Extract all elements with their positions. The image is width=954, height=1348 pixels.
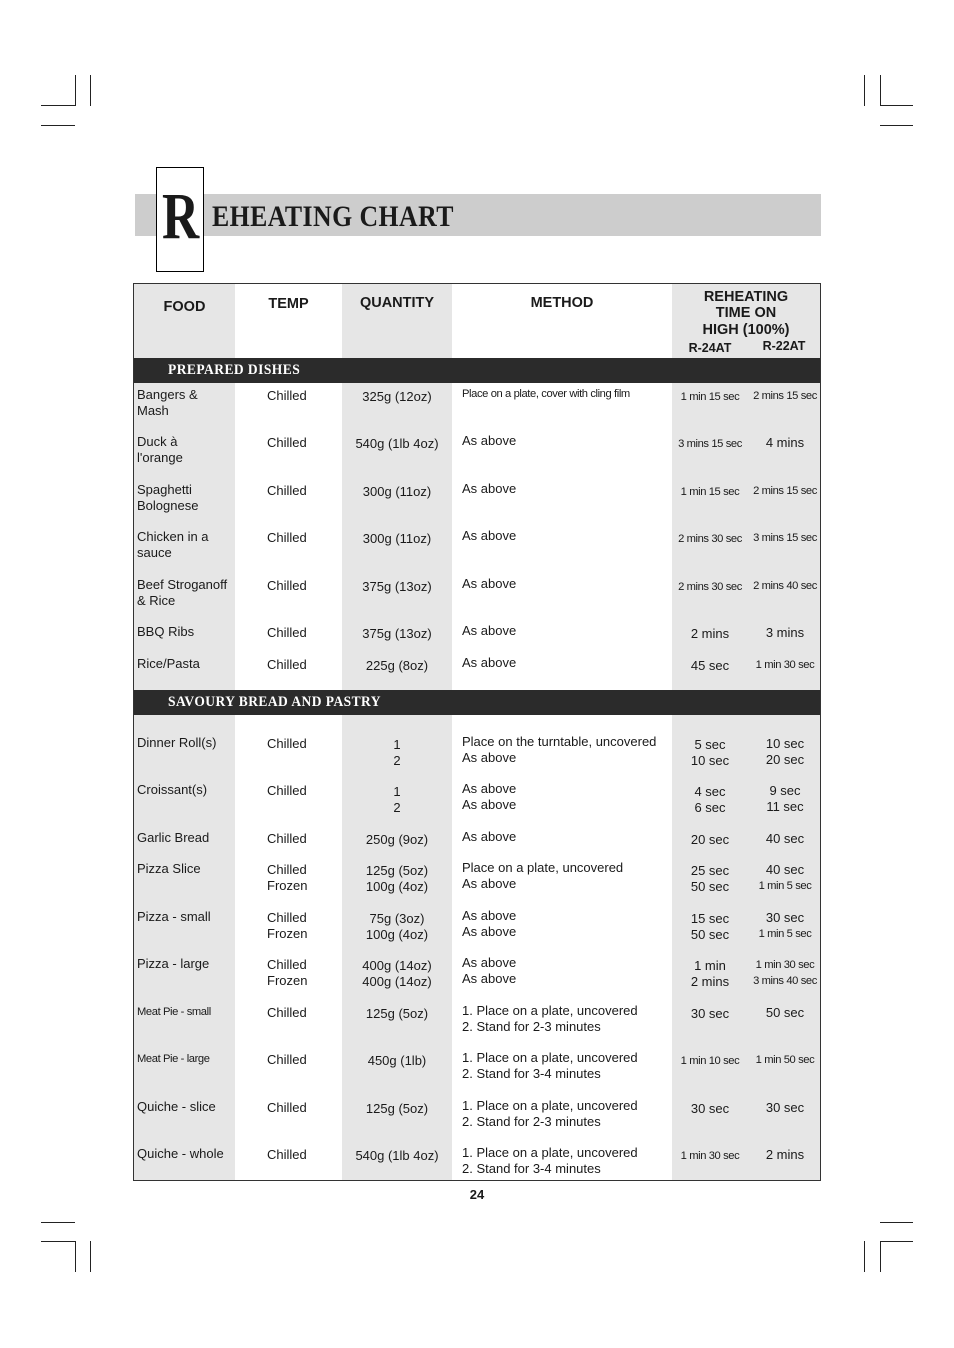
time-r24at-cell: 2 mins [690,974,730,989]
method-cell: 2. Stand for 3-4 minutes [462,1161,601,1176]
method-cell: As above [462,908,517,923]
crop-mark [41,1222,75,1223]
food-cell: Beef Stroganoff [137,577,228,592]
method-cell: Place on a plate, cover with cling film [462,388,630,400]
method-cell: 1. Place on a plate, uncovered [462,1003,638,1018]
food-cell: Garlic Bread [137,830,210,845]
time-r24at-cell: 50 sec [690,927,730,942]
time-r24at-cell: 2 mins [690,626,730,641]
header-method: METHOD [530,295,594,311]
quantity-cell: 125g (5oz) [365,863,429,878]
method-cell: As above [462,829,517,844]
food-cell: Croissant(s) [137,782,208,797]
drop-cap-box [156,167,204,272]
temp-cell: Chilled [267,435,307,450]
time-r24at-cell: 1 min 15 sec [680,486,740,498]
food-cell: Meat Pie - large [137,1053,210,1065]
time-r24at-cell: 1 min [694,958,726,973]
crop-mark [880,1222,913,1223]
quantity-cell: 225g (8oz) [365,658,429,673]
time-r24at-cell: 30 sec [690,1101,730,1116]
quantity-cell: 125g (5oz) [365,1101,429,1116]
temp-cell: Chilled [267,657,307,672]
time-r22at-cell: 3 mins 15 sec [753,532,817,544]
temp-cell: Chilled [267,831,307,846]
time-r24at-cell: 4 sec [694,784,726,799]
temp-cell: Chilled [267,957,307,972]
time-r22at-cell: 30 sec [765,1100,805,1115]
time-r24at-cell: 50 sec [690,879,730,894]
header-temp: TEMP [268,296,309,312]
time-r22at-cell: 1 min 30 sec [755,959,815,971]
time-r22at-cell: 3 mins 40 sec [753,975,817,987]
section-bar-prepared-dishes [134,358,820,383]
header-quantity: QUANTITY [359,295,435,311]
method-cell: As above [462,433,517,448]
temp-cell: Chilled [267,578,307,593]
food-cell: sauce [137,545,172,560]
quantity-cell: 540g (1lb 4oz) [355,436,439,451]
food-cell: Dinner Roll(s) [137,735,217,750]
time-column-shade [672,284,820,1180]
method-cell: As above [462,576,517,591]
quantity-cell: 1 [393,784,401,799]
method-cell: 2. Stand for 3-4 minutes [462,1066,601,1081]
time-r24at-cell: 2 mins 30 sec [678,581,742,593]
header-food: FOOD [163,299,206,315]
food-cell: Bangers & [137,387,198,402]
temp-cell: Chilled [267,862,307,877]
method-cell: As above [462,750,517,765]
crop-mark [880,1241,913,1242]
time-r24at-cell: 1 min 10 sec [680,1055,740,1067]
time-r22at-cell: 20 sec [765,752,805,767]
quantity-cell: 540g (1lb 4oz) [355,1148,439,1163]
header-time-on: TIME ON [715,305,777,321]
food-cell: & Rice [137,593,176,608]
temp-cell: Frozen [267,926,308,941]
drop-cap: R [162,180,200,253]
time-r24at-cell: 1 min 15 sec [680,391,740,403]
time-r24at-cell: 1 min 30 sec [680,1150,740,1162]
quantity-cell: 375g (13oz) [362,579,432,594]
time-r24at-cell: 25 sec [690,863,730,878]
crop-mark [880,105,913,106]
time-r24at-cell: 2 mins 30 sec [678,533,742,545]
method-cell: As above [462,655,517,670]
section-bar-savoury-bread [134,690,820,715]
crop-mark [90,1241,91,1272]
time-r22at-cell: 10 sec [765,736,805,751]
time-r22at-cell: 50 sec [765,1005,805,1020]
food-cell: Spaghetti [137,482,192,497]
time-r22at-cell: 40 sec [765,862,805,877]
time-r22at-cell: 2 mins 15 sec [753,485,817,497]
food-cell: Bolognese [137,498,199,513]
quantity-cell: 100g (4oz) [365,927,429,942]
time-r22at-cell: 2 mins 15 sec [753,390,817,402]
method-cell: 2. Stand for 2-3 minutes [462,1114,601,1129]
temp-cell: Chilled [267,1100,307,1115]
quantity-cell: 2 [393,753,401,768]
method-cell: As above [462,623,517,638]
temp-cell: Chilled [267,736,307,751]
temp-cell: Chilled [267,388,307,403]
reheating-table [133,283,821,1181]
method-cell: As above [462,876,517,891]
method-cell: 1. Place on a plate, uncovered [462,1145,638,1160]
food-cell: Mash [137,403,169,418]
crop-mark [880,75,881,106]
time-r24at-cell: 45 sec [690,658,730,673]
food-cell: Pizza - large [137,956,210,971]
quantity-cell: 450g (1lb) [367,1053,427,1068]
method-cell: As above [462,955,517,970]
temp-cell: Chilled [267,1005,307,1020]
time-r24at-cell: 6 sec [694,800,726,815]
method-cell: 1. Place on a plate, uncovered [462,1050,638,1065]
time-r24at-cell: 10 sec [690,753,730,768]
time-r24at-cell: 3 mins 15 sec [678,438,742,450]
quantity-cell: 325g (12oz) [362,389,432,404]
header-high: HIGH (100%) [702,322,790,338]
time-r22at-cell: 4 mins [765,435,805,450]
temp-cell: Frozen [267,973,308,988]
quantity-cell: 250g (9oz) [365,832,429,847]
section-title: PREPARED DISHES [168,362,301,378]
time-r22at-cell: 1 min 50 sec [755,1054,815,1066]
food-cell: Meat Pie - small [137,1006,211,1018]
temp-cell: Chilled [267,483,307,498]
header-reheating: REHEATING [703,289,789,305]
temp-cell: Chilled [267,530,307,545]
time-r22at-cell: 2 mins [765,1147,805,1162]
header-model-r24at: R-24AT [688,341,732,355]
method-cell: As above [462,924,517,939]
crop-mark [880,125,913,126]
food-cell: Duck à [137,434,178,449]
crop-mark [41,105,75,106]
crop-mark [90,75,91,106]
time-r22at-cell: 3 mins [765,625,805,640]
crop-mark [41,1241,75,1242]
time-r24at-cell: 5 sec [694,737,726,752]
time-r22at-cell: 2 mins 40 sec [753,580,817,592]
method-cell: As above [462,971,517,986]
crop-mark [75,1241,76,1272]
time-r22at-cell: 1 min 30 sec [755,659,815,671]
crop-mark [864,75,865,106]
quantity-cell: 100g (4oz) [365,879,429,894]
quantity-column-shade [342,284,452,1180]
food-cell: l'orange [137,450,183,465]
page-number: 24 [469,1187,485,1202]
time-r22at-cell: 11 sec [766,799,804,814]
method-cell: 2. Stand for 2-3 minutes [462,1019,601,1034]
food-cell: Rice/Pasta [137,656,200,671]
crop-mark [864,1241,865,1272]
method-cell: 1. Place on a plate, uncovered [462,1098,638,1113]
quantity-cell: 400g (14oz) [362,974,432,989]
quantity-cell: 400g (14oz) [362,958,432,973]
quantity-cell: 1 [393,737,401,752]
time-r24at-cell: 30 sec [690,1006,730,1021]
food-cell: Quiche - whole [137,1146,224,1161]
method-cell: As above [462,528,517,543]
crop-mark [880,1241,881,1272]
food-cell: Pizza - small [137,909,211,924]
time-r22at-cell: 1 min 5 sec [758,928,812,940]
temp-cell: Chilled [267,1147,307,1162]
temp-cell: Chilled [267,910,307,925]
method-cell: As above [462,797,517,812]
method-cell: Place on the turntable, uncovered [462,734,657,749]
method-cell: Place on a plate, uncovered [462,860,624,875]
food-cell: Quiche - slice [137,1099,216,1114]
time-r24at-cell: 15 sec [690,911,730,926]
header-model-r22at: R-22AT [762,339,806,353]
time-r22at-cell: 1 min 5 sec [758,880,812,892]
temp-cell: Chilled [267,783,307,798]
crop-mark [41,125,75,126]
time-r22at-cell: 30 sec [765,910,805,925]
quantity-cell: 300g (11oz) [362,531,432,546]
food-cell: Pizza Slice [137,861,201,876]
temp-cell: Chilled [267,1052,307,1067]
section-title: SAVOURY BREAD AND PASTRY [168,694,381,710]
quantity-cell: 125g (5oz) [365,1006,429,1021]
method-cell: As above [462,481,517,496]
temp-cell: Chilled [267,625,307,640]
time-r22at-cell: 9 sec [769,783,801,798]
quantity-cell: 75g (3oz) [369,911,425,926]
method-cell: As above [462,781,517,796]
quantity-cell: 375g (13oz) [362,626,432,641]
time-r22at-cell: 40 sec [765,831,805,846]
quantity-cell: 300g (11oz) [362,484,432,499]
page-title: EHEATING CHART [212,200,454,233]
quantity-cell: 2 [393,800,401,815]
crop-mark [75,75,76,106]
food-cell: BBQ Ribs [137,624,195,639]
temp-cell: Frozen [267,878,308,893]
food-cell: Chicken in a [137,529,209,544]
time-r24at-cell: 20 sec [690,832,730,847]
